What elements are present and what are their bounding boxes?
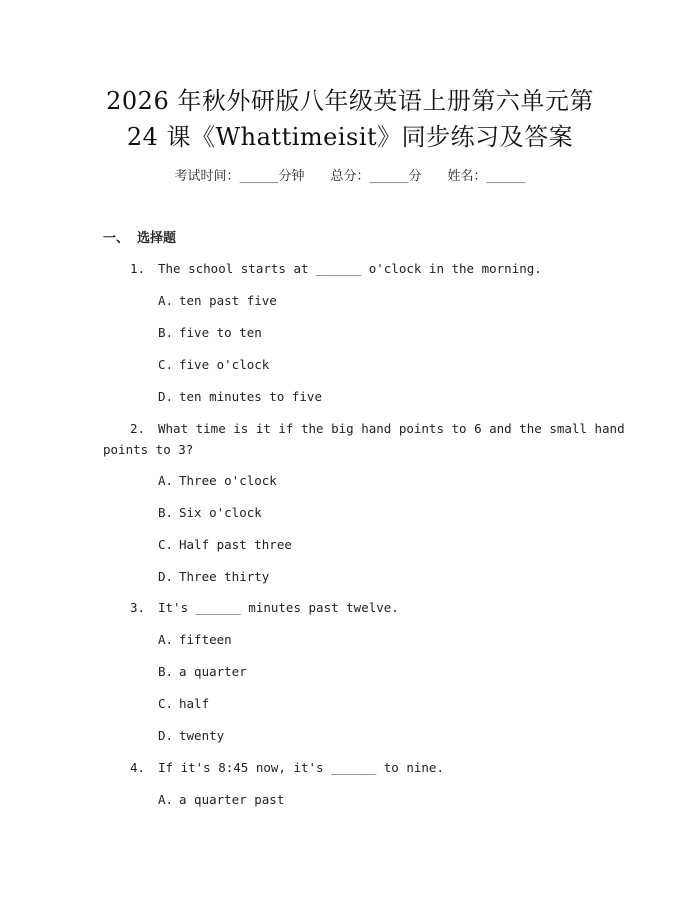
exam-time-field: 考试时间：______分钟: [174, 169, 305, 184]
option-letter: C.: [158, 537, 174, 552]
question-1-option-c: [158, 355, 269, 375]
option-text: ten minutes to five: [179, 389, 322, 404]
option-letter: A.: [158, 632, 174, 647]
question-2-option-a: [158, 471, 277, 491]
question-1-option-a: [158, 291, 277, 311]
option-letter: A.: [158, 792, 174, 807]
question-number: 3.: [130, 600, 146, 615]
option-text: Three o'clock: [179, 473, 277, 488]
question-number: 1.: [130, 261, 146, 276]
option-letter: D.: [158, 728, 174, 743]
option-text: half: [179, 696, 210, 711]
option-letter: B.: [158, 325, 174, 340]
option-letter: C.: [158, 357, 174, 372]
question-3: [130, 598, 399, 618]
question-2-option-c: [158, 535, 292, 555]
question-3-option-a: [158, 630, 232, 650]
question-text: What time is it if the big hand points to 6 and the small hand: [158, 421, 625, 436]
option-text: five o'clock: [179, 357, 270, 372]
section-title: 选择题: [137, 231, 177, 246]
question-number: 4.: [130, 760, 146, 775]
option-text: fifteen: [179, 632, 232, 647]
question-2-continuation: points to 3?: [103, 442, 194, 457]
exam-info-line: [0, 167, 700, 187]
question-text: The school starts at ______ o'clock in the morning.: [158, 261, 542, 276]
question-3-option-b: [158, 662, 247, 682]
option-text: five to ten: [179, 325, 262, 340]
question-3-option-d: [158, 726, 224, 746]
option-text: a quarter: [179, 664, 247, 679]
option-text: a quarter past: [179, 792, 285, 807]
total-score-field: 总分：______分: [330, 169, 422, 184]
question-text: It's ______ minutes past twelve.: [158, 600, 399, 615]
question-2: [130, 419, 625, 439]
question-text: If it's 8:45 now, it's ______ to nine.: [158, 760, 444, 775]
option-text: Half past three: [179, 537, 292, 552]
question-4: [130, 758, 444, 778]
question-1-option-b: [158, 323, 262, 343]
student-name-field: 姓名：______: [447, 169, 526, 184]
option-letter: B.: [158, 664, 174, 679]
option-letter: D.: [158, 569, 174, 584]
question-1: [130, 259, 542, 279]
question-1-option-d: [158, 387, 322, 407]
question-2-option-b: [158, 503, 262, 523]
option-letter: D.: [158, 389, 174, 404]
option-letter: A.: [158, 473, 174, 488]
section-heading: [103, 229, 176, 249]
option-letter: C.: [158, 696, 174, 711]
option-text: ten past five: [179, 293, 277, 308]
option-letter: B.: [158, 505, 174, 520]
option-text: Three thirty: [179, 569, 270, 584]
section-number: 一、: [103, 231, 130, 246]
option-text: twenty: [179, 728, 225, 743]
option-text: Six o'clock: [179, 505, 262, 520]
document-title-line-1: 2026 年秋外研版八年级英语上册第六单元第: [106, 87, 594, 115]
option-letter: A.: [158, 293, 174, 308]
question-2-option-d: [158, 567, 269, 587]
question-4-option-a: [158, 790, 284, 810]
question-number: 2.: [130, 421, 146, 436]
document-title-line-2: 24 课《Whattimeisit》同步练习及答案: [126, 123, 574, 151]
question-3-option-c: [158, 694, 209, 714]
